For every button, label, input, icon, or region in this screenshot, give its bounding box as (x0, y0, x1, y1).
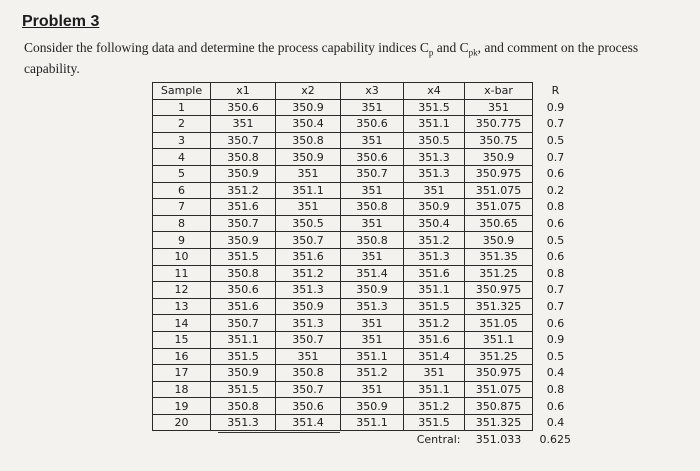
problem-heading: Problem 3 (22, 13, 100, 30)
cell-r: 0.6 (533, 315, 579, 332)
cell-x1: 351.5 (211, 348, 276, 365)
cell-x1: 350.9 (211, 365, 276, 382)
cell-x4: 350.4 (404, 215, 465, 232)
cell-x3: 351 (341, 99, 404, 116)
cell-x3: 350.6 (341, 116, 404, 133)
cell-r: 0.4 (533, 365, 579, 382)
cell-r: 0.5 (533, 232, 579, 249)
cell-sample: 16 (153, 348, 211, 365)
cell-x3: 350.9 (341, 398, 404, 415)
cell-x4: 351.2 (404, 232, 465, 249)
cell-xbar: 351.325 (465, 414, 533, 431)
cell-x2: 350.5 (276, 215, 341, 232)
cell-sample: 5 (153, 165, 211, 182)
cell-r: 0.7 (533, 116, 579, 133)
cell-r: 0.8 (533, 265, 579, 282)
table-row (153, 165, 579, 182)
cell-r: 0.6 (533, 215, 579, 232)
cell-x4: 351.2 (404, 315, 465, 332)
cell-sample: 6 (153, 182, 211, 199)
cell-x1: 351.6 (211, 298, 276, 315)
table-row (153, 381, 579, 398)
table-row (153, 149, 579, 166)
cell-sample: 11 (153, 265, 211, 282)
table-row (153, 315, 579, 332)
cell-xbar: 351.05 (465, 315, 533, 332)
cell-xbar: 351 (465, 99, 533, 116)
cell-x3: 351.3 (341, 298, 404, 315)
table-row (153, 132, 579, 149)
cell-r: 0.9 (533, 99, 579, 116)
header-r: R (551, 84, 560, 98)
cell-x3: 350.9 (341, 282, 404, 299)
cell-r: 0.5 (533, 348, 579, 365)
cell-x1: 351 (211, 116, 276, 133)
cell-x2: 351.3 (276, 315, 341, 332)
cell-xbar: 351.25 (465, 348, 533, 365)
header-x4: x4 (404, 83, 465, 100)
header-x1: x1 (211, 83, 276, 100)
cell-x2: 351 (276, 199, 341, 216)
table-row (153, 298, 579, 315)
header-sample: Sample (153, 83, 211, 100)
cell-xbar: 350.975 (465, 165, 533, 182)
cell-x2: 350.9 (276, 149, 341, 166)
cell-x4: 351.3 (404, 149, 465, 166)
cell-xbar: 350.75 (465, 132, 533, 149)
cell-r: 0.5 (533, 132, 579, 149)
cell-x3: 351 (341, 132, 404, 149)
cell-x3: 351 (341, 182, 404, 199)
cell-sample: 8 (153, 215, 211, 232)
cell-x3: 351.4 (341, 265, 404, 282)
cell-x4: 351.2 (404, 398, 465, 415)
cell-xbar: 351.325 (465, 298, 533, 315)
cell-x4: 351 (404, 365, 465, 382)
table-row (153, 265, 579, 282)
cell-x4: 351.1 (404, 282, 465, 299)
cell-r: 0.7 (533, 298, 579, 315)
cell-x2: 350.6 (276, 398, 341, 415)
cell-x2: 350.9 (276, 298, 341, 315)
cell-x3: 350.8 (341, 199, 404, 216)
cell-x1: 351.1 (211, 331, 276, 348)
cell-r: 0.6 (533, 248, 579, 265)
cell-x4: 351.4 (404, 348, 465, 365)
cell-x3: 350.7 (341, 165, 404, 182)
cell-sample: 15 (153, 331, 211, 348)
cell-r: 0.7 (533, 282, 579, 299)
problem-prompt (24, 40, 684, 76)
cell-sample: 3 (153, 132, 211, 149)
cell-r: 0.6 (533, 398, 579, 415)
cell-sample: 7 (153, 199, 211, 216)
cell-x2: 350.9 (276, 99, 341, 116)
cell-x4: 350.9 (404, 199, 465, 216)
cell-sample: 17 (153, 365, 211, 382)
cell-r: 0.8 (533, 199, 579, 216)
cell-x4: 351.5 (404, 99, 465, 116)
cell-r: 0.4 (533, 414, 579, 431)
cell-x1: 350.7 (211, 215, 276, 232)
table-row (153, 182, 579, 199)
cell-x2: 350.8 (276, 132, 341, 149)
cell-x3: 350.6 (341, 149, 404, 166)
cell-x4: 351.3 (404, 165, 465, 182)
cell-sample: 12 (153, 282, 211, 299)
table-row (153, 116, 579, 133)
central-label: Central: (416, 432, 461, 446)
cell-x4: 351.5 (404, 414, 465, 431)
cell-xbar: 351.075 (465, 182, 533, 199)
cell-xbar: 350.775 (465, 116, 533, 133)
cell-x1: 351.6 (211, 199, 276, 216)
cell-xbar: 350.975 (465, 365, 533, 382)
cell-x3: 351 (341, 381, 404, 398)
table-row (153, 365, 579, 382)
cell-sample: 10 (153, 248, 211, 265)
prompt-sub-1: p (428, 47, 434, 58)
cell-x3: 351 (341, 315, 404, 332)
cell-sample: 18 (153, 381, 211, 398)
cell-x3: 351.2 (341, 365, 404, 382)
cell-xbar: 350.875 (465, 398, 533, 415)
cell-x3: 351.1 (341, 348, 404, 365)
cell-x2: 350.7 (276, 331, 341, 348)
cell-x2: 351 (276, 165, 341, 182)
central-r: 0.625 (539, 432, 571, 446)
header-x2: x2 (276, 83, 341, 100)
cell-x1: 350.8 (211, 398, 276, 415)
cell-sample: 13 (153, 298, 211, 315)
cell-x1: 351.5 (211, 248, 276, 265)
header-row (153, 83, 579, 100)
cell-x3: 351 (341, 215, 404, 232)
cell-xbar: 351.35 (465, 248, 533, 265)
cell-x4: 351 (404, 182, 465, 199)
cell-x4: 351.1 (404, 116, 465, 133)
table-row (153, 199, 579, 216)
table-row (153, 282, 579, 299)
cell-sample: 2 (153, 116, 211, 133)
table-row (153, 248, 579, 265)
cell-r: 0.6 (533, 165, 579, 182)
cell-x4: 351.5 (404, 298, 465, 315)
cell-x2: 351.1 (276, 182, 341, 199)
cell-r: 0.9 (533, 331, 579, 348)
central-xbar: 351.033 (475, 432, 522, 446)
cell-xbar: 350.975 (465, 282, 533, 299)
cell-x2: 350.7 (276, 381, 341, 398)
cell-xbar: 351.25 (465, 265, 533, 282)
cell-sample: 19 (153, 398, 211, 415)
cell-xbar: 351.075 (465, 199, 533, 216)
cell-x3: 351.1 (341, 414, 404, 431)
prompt-sub-2: pk (468, 47, 478, 58)
cell-x1: 350.8 (211, 265, 276, 282)
cell-r: 0.7 (533, 149, 579, 166)
header-x3: x3 (341, 83, 404, 100)
cell-x2: 351.2 (276, 265, 341, 282)
data-table (152, 82, 578, 447)
cell-x4: 350.5 (404, 132, 465, 149)
table-row (153, 215, 579, 232)
cell-x1: 351.2 (211, 182, 276, 199)
cell-x2: 351.3 (276, 282, 341, 299)
central-row (153, 431, 579, 447)
cell-x1: 350.8 (211, 149, 276, 166)
cell-x1: 350.9 (211, 232, 276, 249)
cell-sample: 14 (153, 315, 211, 332)
cell-sample: 20 (153, 414, 211, 431)
cell-x1: 350.6 (211, 282, 276, 299)
cell-x1: 351.3 (211, 414, 276, 431)
header-xbar: x-bar (465, 83, 533, 100)
cell-xbar: 350.9 (465, 149, 533, 166)
cell-x1: 351.5 (211, 381, 276, 398)
table-body (153, 99, 579, 431)
cell-x1: 350.7 (211, 132, 276, 149)
cell-x4: 351.3 (404, 248, 465, 265)
cell-x1: 350.6 (211, 99, 276, 116)
table-row (153, 414, 579, 431)
cell-x3: 351 (341, 331, 404, 348)
table-row (153, 99, 579, 116)
cell-x1: 350.9 (211, 165, 276, 182)
cell-xbar: 351.075 (465, 381, 533, 398)
cell-x2: 350.7 (276, 232, 341, 249)
table-row (153, 348, 579, 365)
prompt-text-2: and C (433, 40, 469, 55)
cell-x2: 350.4 (276, 116, 341, 133)
cell-x2: 351 (276, 348, 341, 365)
prompt-text-1: Consider the following data and determine the process capability indices C (24, 40, 429, 55)
cell-x2: 351.6 (276, 248, 341, 265)
cell-x4: 351.1 (404, 381, 465, 398)
cell-x4: 351.6 (404, 331, 465, 348)
cell-sample: 4 (153, 149, 211, 166)
table-row (153, 331, 579, 348)
cell-sample: 1 (153, 99, 211, 116)
cell-xbar: 350.9 (465, 232, 533, 249)
cell-r: 0.2 (533, 182, 579, 199)
cell-xbar: 351.1 (465, 331, 533, 348)
cell-xbar: 350.65 (465, 215, 533, 232)
underline-mark (218, 432, 340, 433)
cell-r: 0.8 (533, 381, 579, 398)
cell-x2: 350.8 (276, 365, 341, 382)
cell-x1: 350.7 (211, 315, 276, 332)
table-row (153, 398, 579, 415)
cell-x3: 351 (341, 248, 404, 265)
cell-x3: 350.8 (341, 232, 404, 249)
cell-sample: 9 (153, 232, 211, 249)
cell-x4: 351.6 (404, 265, 465, 282)
table-row (153, 232, 579, 249)
prompt-text-3: , and comment on the process capability. (24, 40, 639, 76)
cell-x2: 351.4 (276, 414, 341, 431)
